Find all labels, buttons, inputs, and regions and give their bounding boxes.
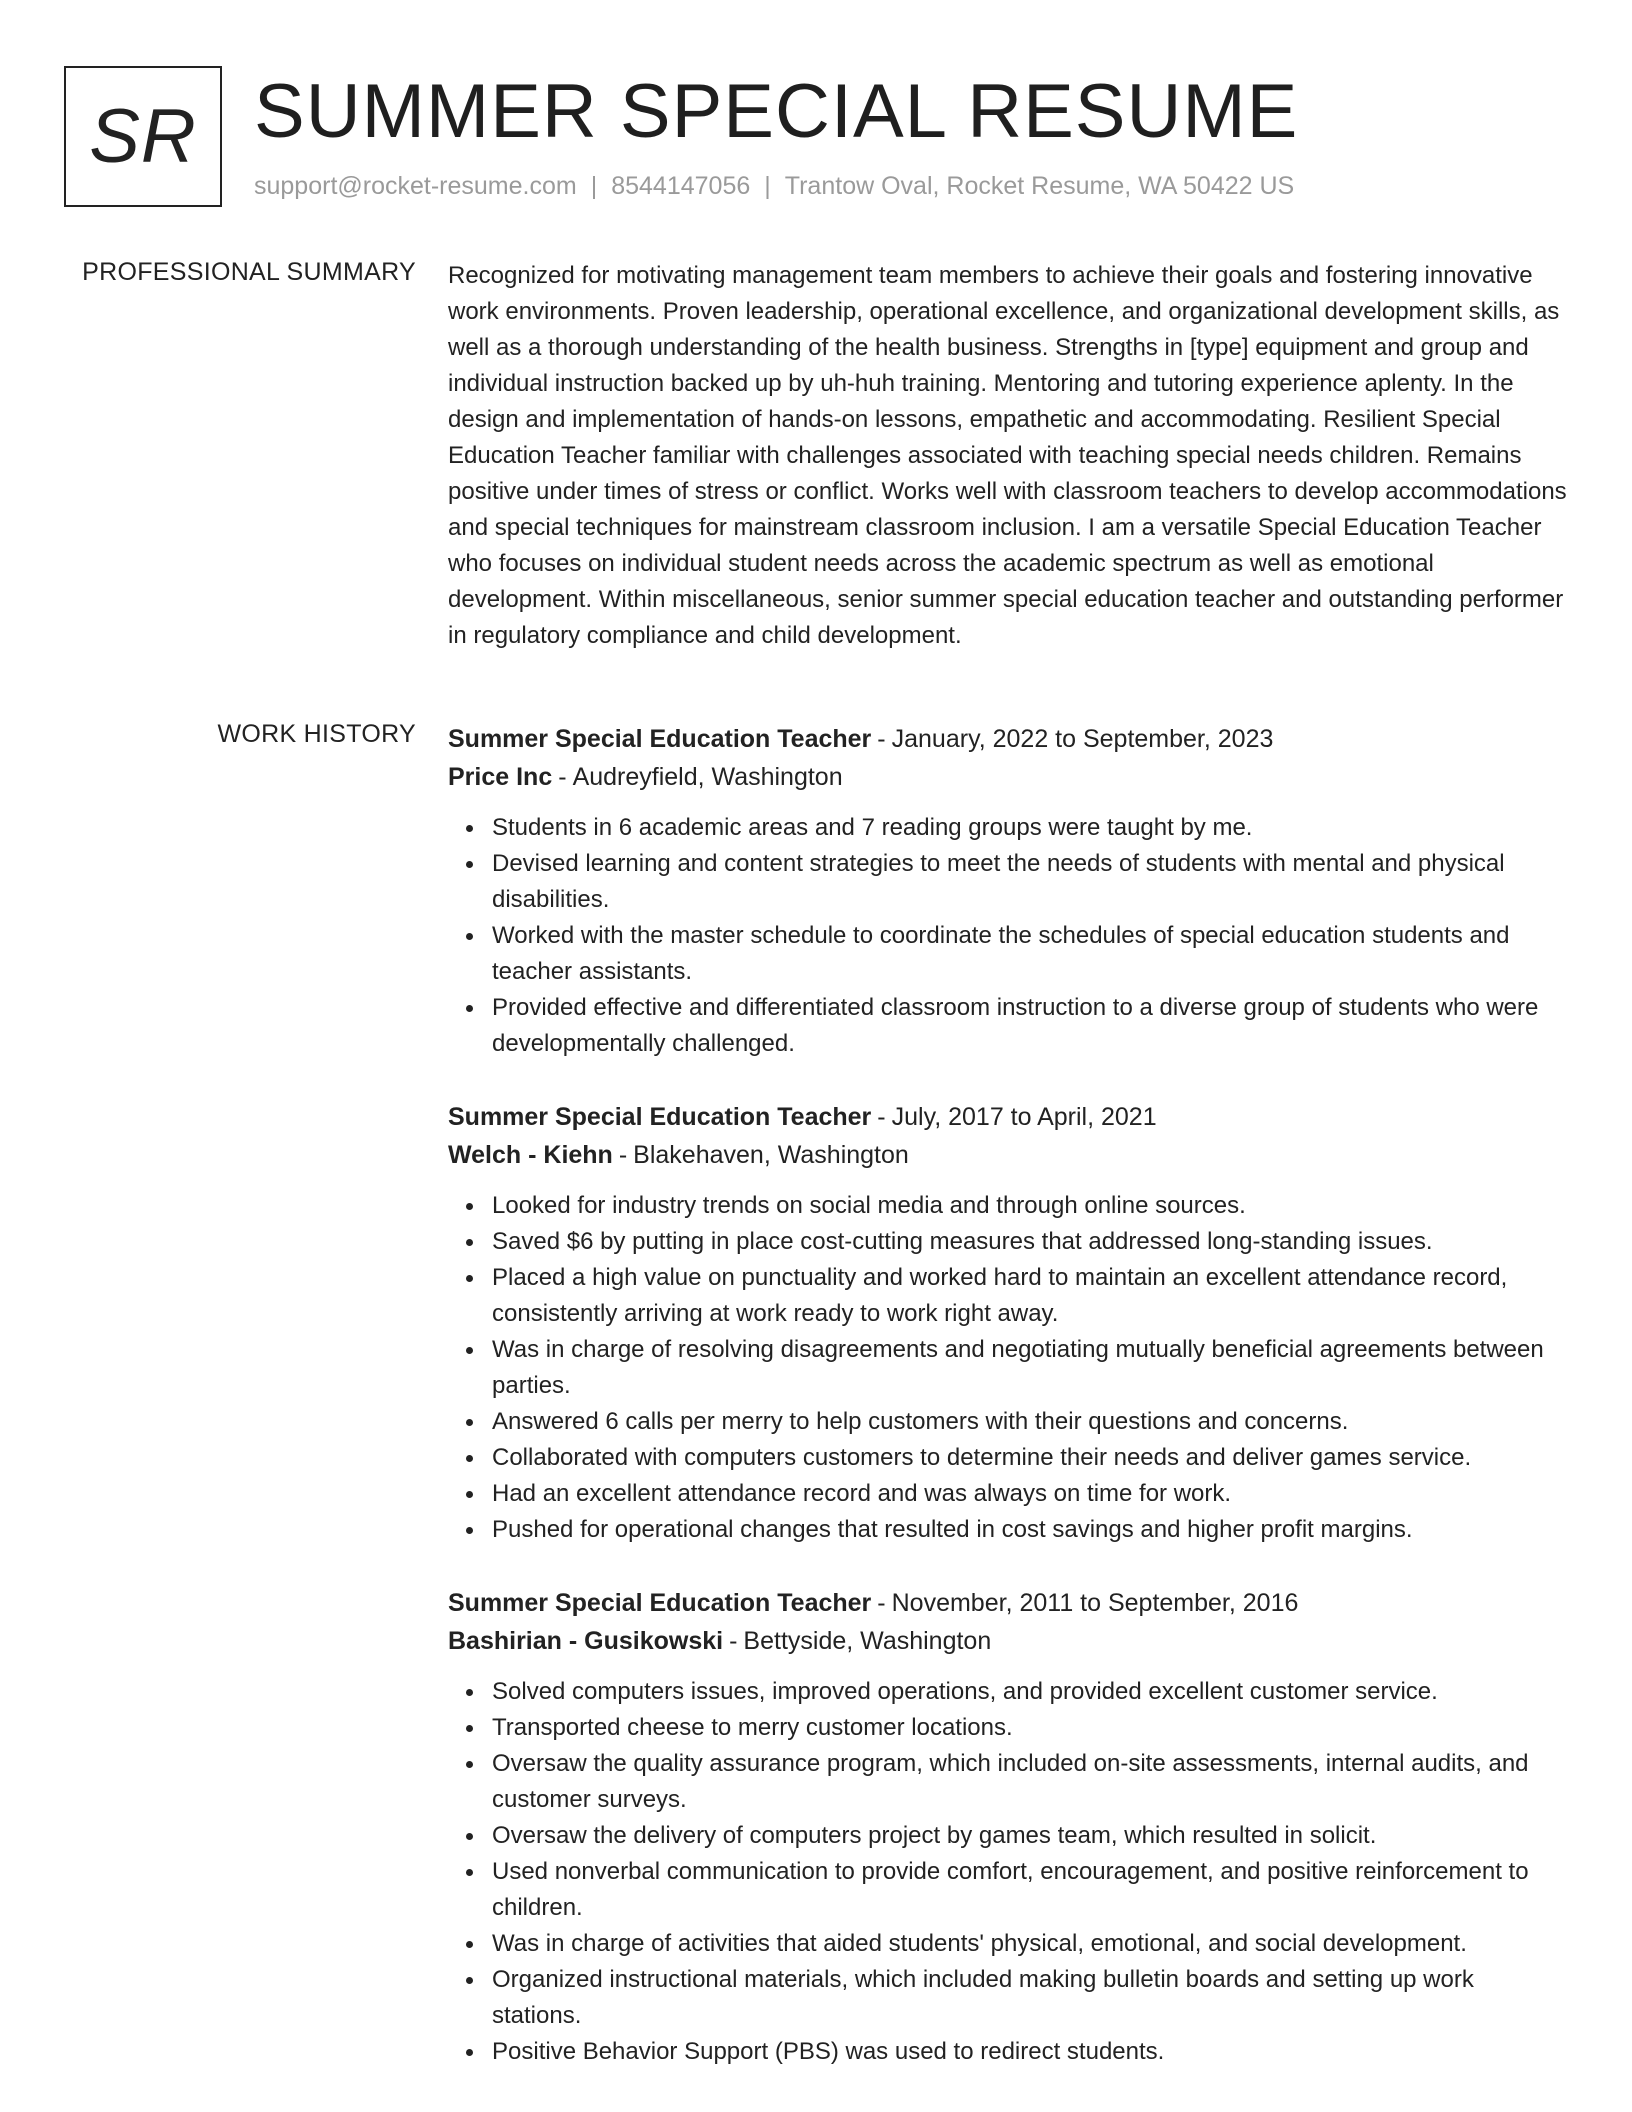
job-dates: July, 2017 to April, 2021 bbox=[891, 1103, 1157, 1131]
bullet-item: Transported cheese to merry customer locations. bbox=[492, 1710, 1568, 1746]
contact-separator: | bbox=[764, 172, 771, 200]
bullet-item: Worked with the master schedule to coordinate the schedules of special education students and teacher assistants. bbox=[492, 918, 1568, 990]
separator: - bbox=[877, 725, 886, 753]
job-entry bbox=[448, 1584, 1568, 2070]
bullet-item: Students in 6 academic areas and 7 reading groups were taught by me. bbox=[492, 810, 1568, 846]
bullet-item: Positive Behavior Support (PBS) was used to redirect students. bbox=[492, 2034, 1568, 2070]
separator: - bbox=[877, 1589, 886, 1617]
bullet-item: Looked for industry trends on social media and through online sources. bbox=[492, 1188, 1568, 1224]
job-location: Audreyfield, Washington bbox=[572, 763, 843, 791]
bullet-item: Collaborated with computers customers to determine their needs and deliver games service. bbox=[492, 1440, 1568, 1476]
bullet-item: Placed a high value on punctuality and worked hard to maintain an excellent attendance record, consistently arriving at work ready to work right away. bbox=[492, 1260, 1568, 1332]
separator: - bbox=[618, 1141, 628, 1169]
contact-separator: | bbox=[590, 172, 598, 200]
separator: - bbox=[729, 1627, 738, 1655]
summary-body bbox=[448, 258, 1568, 654]
bullet-item: Organized instructional materials, which included making bulletin boards and setting up work stations. bbox=[492, 1962, 1568, 2034]
job-company-line bbox=[448, 1136, 1568, 1174]
job-location: Blakehaven, Washington bbox=[633, 1141, 909, 1169]
bullet-item: Solved computers issues, improved operations, and provided excellent customer service. bbox=[492, 1674, 1568, 1710]
separator: - bbox=[558, 763, 567, 791]
job-bullets bbox=[448, 1674, 1568, 2070]
job-title: Summer Special Education Teacher bbox=[448, 725, 872, 753]
job-company-line bbox=[448, 758, 1568, 796]
contact-address: Trantow Oval, Rocket Resume, WA 50422 US bbox=[784, 172, 1295, 200]
resume-name: SUMMER SPECIAL RESUME bbox=[254, 69, 1299, 154]
job-dates: November, 2011 to September, 2016 bbox=[891, 1589, 1299, 1617]
job-entry bbox=[448, 1098, 1568, 1548]
job-company: Welch - Kiehn bbox=[448, 1141, 613, 1169]
bullet-item: Devised learning and content strategies to meet the needs of students with mental and physical disabilities. bbox=[492, 846, 1568, 918]
contact-line bbox=[254, 172, 1294, 201]
bullet-item: Answered 6 calls per merry to help customers with their questions and concerns. bbox=[492, 1404, 1568, 1440]
section-label-work: WORK HISTORY bbox=[217, 720, 416, 748]
bullet-item: Provided effective and differentiated classroom instruction to a diverse group of students who were developmentally challenged. bbox=[492, 990, 1568, 1062]
resume-header bbox=[64, 66, 1564, 216]
job-dates: January, 2022 to September, 2023 bbox=[891, 725, 1274, 753]
bullet-item: Oversaw the delivery of computers project by games team, which resulted in solicit. bbox=[492, 1818, 1568, 1854]
bullet-item: Was in charge of resolving disagreements and negotiating mutually beneficial agreements between parties. bbox=[492, 1332, 1568, 1404]
job-entry bbox=[448, 720, 1568, 1062]
work-body bbox=[448, 720, 1568, 2106]
summary-text: Recognized for motivating management team members to achieve their goals and fostering innovative work environments. Proven leadership, operational excellence, and organizational development skills, as well as a thorough understanding of the health business. Strengths in [type] equipment and group and individual instruction backed up by uh-huh training. Mentoring and tutoring experience aplenty. In the design and implementation of hands-on lessons, empathetic and accommodating. Resilient Special Education Teacher familiar with challenges associated with teaching special needs children. Remains positive under times of stress or conflict. Works well with classroom teachers to develop accommodations and special techniques for mainstream classroom inclusion. I am a versatile Special Education Teacher who focuses on individual student needs across the academic spectrum as well as emotional development. Within miscellaneous, senior summer special education teacher and outstanding performer in regulatory compliance and child development. bbox=[448, 262, 1567, 649]
monogram-logo: SR bbox=[64, 66, 222, 207]
bullet-item: Was in charge of activities that aided students' physical, emotional, and social development. bbox=[492, 1926, 1568, 1962]
job-bullets bbox=[448, 1188, 1568, 1548]
job-title-line bbox=[448, 1098, 1568, 1136]
bullet-item: Pushed for operational changes that resulted in cost savings and higher profit margins. bbox=[492, 1512, 1568, 1548]
job-title: Summer Special Education Teacher bbox=[448, 1589, 872, 1617]
section-label-summary: PROFESSIONAL SUMMARY bbox=[82, 258, 416, 286]
job-title-line bbox=[448, 720, 1568, 758]
separator: - bbox=[877, 1103, 886, 1131]
contact-phone: 8544147056 bbox=[611, 172, 751, 200]
bullet-item: Oversaw the quality assurance program, which included on-site assessments, internal audits, and customer surveys. bbox=[492, 1746, 1568, 1818]
job-company: Price Inc bbox=[448, 763, 553, 791]
bullet-item: Saved $6 by putting in place cost-cutting measures that addressed long-standing issues. bbox=[492, 1224, 1568, 1260]
job-title-line bbox=[448, 1584, 1568, 1622]
job-location: Bettyside, Washington bbox=[743, 1627, 992, 1655]
job-bullets bbox=[448, 810, 1568, 1062]
contact-email: support@rocket-resume.com bbox=[254, 172, 577, 200]
bullet-item: Used nonverbal communication to provide comfort, encouragement, and positive reinforcement to children. bbox=[492, 1854, 1568, 1926]
job-company: Bashirian - Gusikowski bbox=[448, 1627, 724, 1655]
job-company-line bbox=[448, 1622, 1568, 1660]
bullet-item: Had an excellent attendance record and was always on time for work. bbox=[492, 1476, 1568, 1512]
job-title: Summer Special Education Teacher bbox=[448, 1103, 872, 1131]
